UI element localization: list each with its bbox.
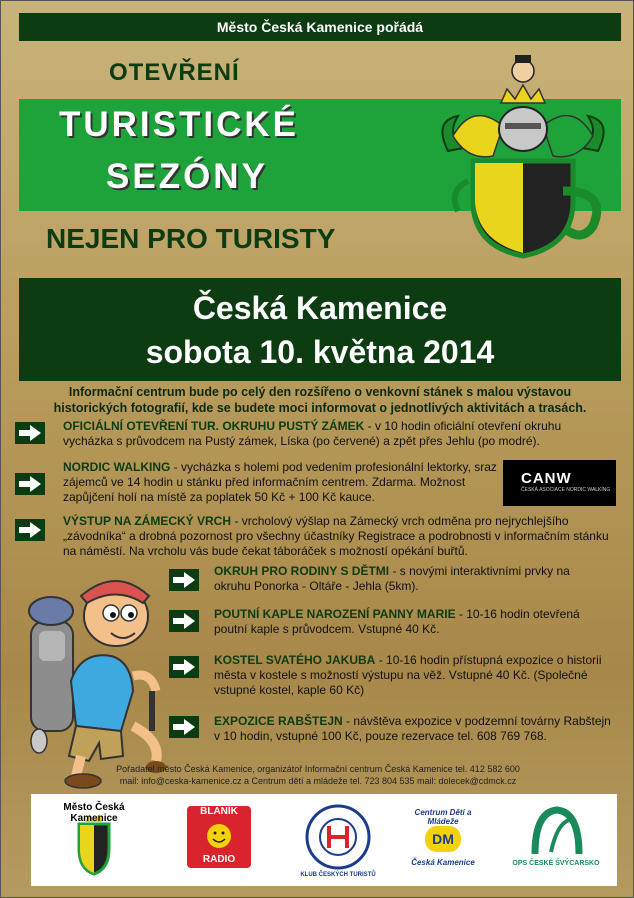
arrow-icon	[15, 422, 45, 444]
arrow-icon	[15, 473, 45, 495]
activity-title: OKRUH PRO RODINY S DĚTMI	[214, 564, 390, 578]
activity-title: NORDIC WALKING	[63, 460, 171, 474]
activity-title: EXPOZICE RABŠTEJN	[214, 714, 343, 728]
nordic-logo-name: CANW	[521, 470, 572, 487]
sun-icon	[201, 818, 237, 854]
heading-otevreni: OTEVŘENÍ	[109, 59, 240, 86]
kct-emblem-icon	[305, 804, 371, 870]
footer-contact	[1, 763, 634, 787]
ops-logo	[501, 794, 611, 886]
event-banner	[19, 278, 621, 381]
event-place: Česká Kamenice	[192, 290, 448, 326]
footer-line-1: Pořadatel město Česká Kamenice, organizátoř Informační centrum Česká Kamenice tel. 412 582 600	[116, 764, 520, 774]
activity-title: KOSTEL SVATÉHO JAKUBA	[214, 653, 376, 667]
intro-text: Informační centrum bude po celý den rozšířeno o venkovní stánek s malou výstavou historických fotografií, kde se budete moci informovat o jednotlivých aktivitách a trasách.	[53, 385, 587, 415]
kct-logo	[297, 794, 377, 886]
town-logo	[39, 794, 149, 886]
coat-of-arms-icon	[433, 41, 613, 266]
activity-item	[214, 653, 614, 698]
activity-item	[63, 460, 498, 505]
town-logo-text: Město Česká Kamenice	[63, 802, 125, 824]
radio-text: RADIO	[202, 854, 236, 865]
activity-text: - 10-16 hodin přístupná expozice o historii města v kostele s možností výstupu na věž. Vstupné 40 Kč. (Společné vstupné kostel, kaple 60 Kč)	[214, 653, 602, 697]
activity-text: - vycházka s holemi pod vedením profesionální lektorky, sraz zájemců ve 14 hodin u stánku před informačním centrem. Zdarma. Možnost zapůjčení holí na místě za poplatek 50 Kč + 100 Kč kauce.	[63, 460, 497, 504]
cdm-city-text: Česká Kamenice	[411, 858, 475, 867]
arrow-icon	[169, 610, 199, 632]
arrow-icon	[169, 656, 199, 678]
ops-text: OPS ČESKÉ ŠVÝCARSKO	[512, 860, 600, 867]
partner-logos	[31, 794, 617, 886]
activity-text: - vrcholový výšlap na Zámecký vrch odměna pro nejrychlejšího „závodníka“ a drobná pozornost pro všechny účastníky Registrace a podrobnosti v informačním stánku na náměstí. Na vrcholu vás bude čekat táboráček s možností opékání buřtů.	[63, 514, 609, 558]
hiker-mascot-icon	[21, 561, 166, 791]
cdm-badge: DM	[425, 826, 461, 852]
subtitle: NEJEN PRO TURISTY	[46, 223, 336, 254]
event-date: sobota 10. května 2014	[145, 334, 495, 370]
arrow-icon	[15, 519, 45, 541]
activity-title: OFICIÁLNÍ OTEVŘENÍ TUR. OKRUHU PUSTÝ ZÁMEK	[63, 419, 365, 433]
activity-title: VÝSTUP NA ZÁMECKÝ VRCH	[63, 514, 232, 528]
activity-text: - v 10 hodin oficiální otevření okruhu vycházka s průvodcem na Pustý zámek, Líska (po červené) a zpět přes Jehlu (po modré).	[63, 419, 562, 448]
activity-item	[214, 714, 614, 744]
activity-item	[214, 564, 609, 594]
blanik-text: BLANÍK	[200, 806, 238, 817]
title-line-2: SEZÓNY	[106, 157, 268, 196]
activity-text: - návštěva expozice v podzemní továrny Rabštejn v 10 hodin, vstupné 100 Kč, pouze rezervace tel. 608 769 768.	[214, 714, 611, 743]
cdm-logo	[403, 794, 483, 886]
arrow-icon	[169, 569, 199, 591]
activity-text: - 10-16 hodin otevřená poutní kaple s průvodcem. Vstupné 40 Kč.	[214, 607, 580, 636]
activity-item	[214, 607, 609, 637]
kct-text: KLUB ČESKÝCH TURISTŮ	[300, 872, 376, 878]
ops-arch-icon	[529, 804, 585, 858]
arrow-icon	[169, 716, 199, 738]
activity-title: POUTNÍ KAPLE NAROZENÍ PANNY MARIE	[214, 607, 456, 621]
activity-text: - s novými interaktivními prvky na okruhu Ponorka - Oltáře - Jehla (5km).	[214, 564, 570, 593]
activity-item	[63, 419, 598, 449]
blanik-radio-logo	[183, 794, 255, 886]
footer-line-2: mail: info@ceska-kamenice.cz a Centrum dětí a mládeže tel. 723 804 535 mail: dolecek@cdmck.cz	[119, 776, 517, 786]
title-line-1: TURISTICKÉ	[59, 105, 299, 144]
organizer-banner: Město Česká Kamenice pořádá	[19, 13, 621, 41]
cdm-text: Centrum Dětí a Mládeže	[414, 808, 472, 826]
nordic-walking-logo	[503, 460, 616, 506]
activity-item	[63, 514, 618, 559]
nordic-logo-sub: ČESKÁ ASOCIACE NORDIC WALKING	[521, 487, 611, 493]
